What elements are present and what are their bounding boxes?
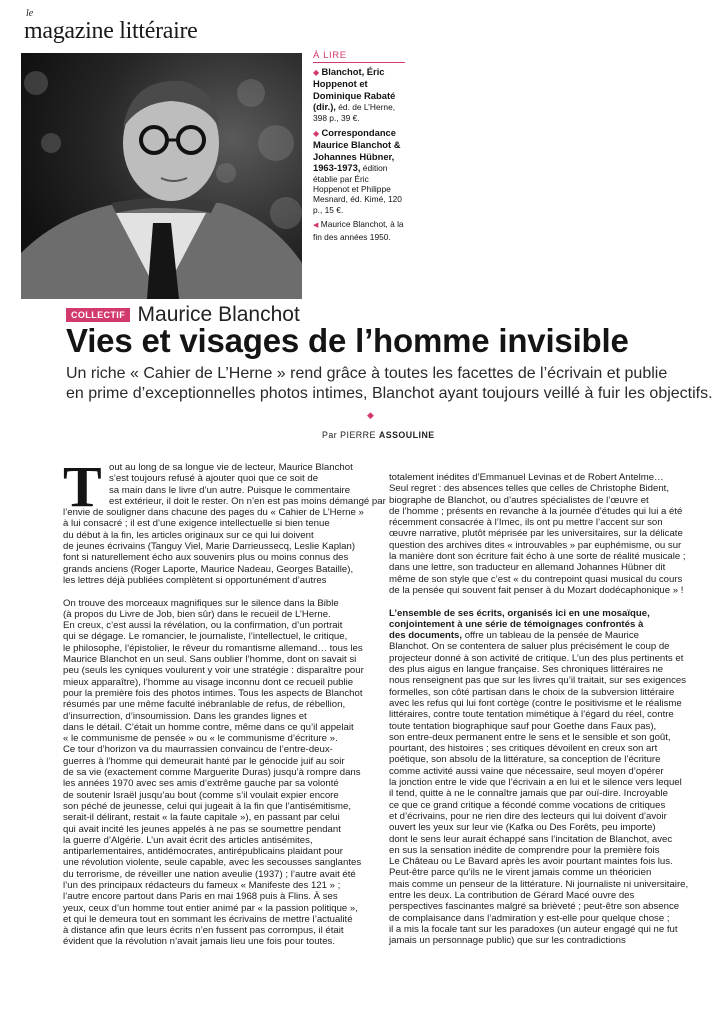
text-line: la guerre d’Algérie. L’un avait écrit des articles antisémites, (63, 834, 313, 846)
text-line: de jeunes écrivains (Tanguy Viel, Marie Darrieussecq, Leslie Kaplan) (63, 541, 356, 553)
text-line: poétique, son absolu de la littérature, sa conception de l’écriture (389, 754, 661, 766)
text-line: dans une lettre, son traducteur en allemand Johannes Hübner dit (389, 562, 666, 574)
text-line: totalement inédites d’Emmanuel Levinas et de Robert Antelme… (389, 472, 664, 483)
text-line: l’autre encore partout dans Paris en mai 1968 puis à Flins. À ses (63, 891, 338, 903)
drop-cap: T (63, 454, 102, 519)
book-entry (313, 127, 405, 215)
text-line: du début à la fin, les articles originaux sur ce qui lui doivent (63, 529, 314, 541)
text-line: serait-il délirant, restait « la faute capitale »), en passant par celui (63, 812, 340, 824)
text-line: la jonction entre le vide que l’écrivain a en lui et le silence vers lequel (389, 777, 682, 789)
text-line: dont le sens leur aurait échappé sans l’incitation de Blanchot, avec (389, 833, 673, 845)
text-line: mais comme un penseur de la littérature. Ni journaliste ni universitaire, (389, 878, 689, 890)
text-line: pourtant, des histoires ; ses critiques dévoilent en creux son art (389, 743, 658, 755)
text-line: qui se dégage. Le romancier, le journaliste, l’intellectuel, le critique, (63, 631, 348, 643)
masthead-title: magazine littéraire (24, 18, 198, 44)
text-line: peu (seuls les cyniques voulurent y voir une stratégie : disparaître pour (63, 665, 364, 677)
section-tag: COLLECTIF (66, 308, 130, 322)
text-line: pour la première fois des photos intimes. Tous les aspects de Blanchot (63, 687, 363, 699)
paragraph-gap (63, 586, 363, 597)
masthead-prefix: le (26, 8, 34, 19)
text-line: résumés par une même faculté inébranlable de refus, de rébellion, (63, 699, 346, 711)
text-line: sa main dans le livre d’un autre. Puisque le commentaire (109, 484, 351, 496)
text-line: récemment consacrée à l’Imec, ils ont pu mettre l’accent sur son (389, 517, 663, 529)
text-line: la manière dont son écriture fait écho à une sorte de réalité musicale ; (389, 551, 686, 563)
text-line: il tend, quitte à ne le connaître jamais que par ouï-dire. Incroyable (389, 788, 668, 800)
text-line: évident que la révolution n’avait jamais lieu une fois pour toutes. (63, 936, 335, 948)
text-line: biographe de Blanchot, ou d’autres spécialistes de l’œuvre et (389, 494, 649, 506)
article-subject: Maurice Blanchot (137, 303, 300, 326)
text-line: œuvre narrative, plutôt méprisée par les universitaires, sur la délicate (389, 528, 683, 540)
text-line: son péché de jeunesse, celui qui jugeait à la fin que l’antisémitisme, (63, 800, 351, 812)
text-line: Ce tour d’horizon va du maurrassien convaincu de l’entre-deux- (63, 744, 333, 756)
text-line: de complaisance dans l’admiration y est-elle pour quelque chose ; (389, 912, 670, 924)
book-title: Blanchot, Éric Hoppenot et Dominique Rabaté (dir.), (313, 66, 396, 113)
text-line: Peut-être parce qu’ils ne le virent jamais comme un théoricien (389, 867, 652, 879)
photo-caption-text: Maurice Blanchot, à la fin des années 1950. (313, 219, 404, 242)
text-line: les années 1970 avec ses amis d’extrême gauche par sa volonté (63, 778, 339, 790)
text-line: out au long de sa longue vie de lecteur, Maurice Blanchot (109, 462, 353, 473)
text-line: du terrorisme, de réveiller une nation aveulie (1937) ; l’autre avait été (63, 868, 356, 880)
text-line: comme activité aussi vaine que nécessaire, seul moyen d’opérer (389, 765, 664, 777)
text-line: antiparlementaires, antidémocrates, antirépublicains plaidant pour (63, 846, 343, 858)
text-line: guerres à l’homme qui demeurait hanté par le génocide juif au soir (63, 755, 345, 767)
text-line: s’est toujours refusé à ajouter quoi que ce soit de (109, 473, 319, 485)
text-line: ce que ce grand critique a fécondé comme vocations de critiques (389, 799, 666, 811)
byline-author: ASSOULINE (378, 430, 435, 440)
text-line: et d’écrivains, pour ne rien dire des lecteurs qui lui doivent d’avoir (389, 810, 667, 822)
diamond-icon: ◆ (313, 129, 320, 139)
text-line: perspectives fascinantes malgré sa brièveté ; peut-être son absence (389, 901, 680, 913)
book-title: Correspondance Maurice Blanchot & Johannes Hübner, 1963-1973, (313, 127, 401, 174)
sidebar-header: À LIRE (313, 50, 405, 63)
text-line: toute tentation biographique sauf pour Goethe dans Faux pas), (389, 720, 657, 732)
text-line: l’envie de souligner dans chacune des pages du « Cahier de L’Herne » (63, 507, 364, 519)
photo-caption (313, 219, 405, 242)
headline: Vies et visages de l’homme invisible (66, 322, 629, 359)
text-line: question des archives dites « introuvables » par euphémisme, ou sur (389, 539, 682, 551)
text-line: font si naturellement écho aux souvenirs plus ou moins connus des (63, 552, 349, 564)
text-line: à distance afin que leurs écrits n’en fussent pas corrompus, il était (63, 925, 344, 937)
text-line: il a mis la focale tant sur les paradoxes (un auteur engagé qui ne fut (389, 923, 678, 935)
text-line: formelles, son côté partisan dans le choix de la subversion littéraire (389, 686, 675, 698)
text-line: projecteur donné à son activité de critique. L’un des plus pertinents et (389, 652, 684, 664)
deck-line: en prime d’exceptionnelles photos intimes, Blanchot ayant toujours veillé à fuir les objectifs. (66, 385, 713, 402)
text-line: littéraires, contre toute tentation mimétique à l’égard du réel, contre (389, 709, 674, 721)
deck-line: Un riche « Cahier de L’Herne » rend grâce à toutes les facettes de l’écrivain et publie (66, 365, 668, 382)
text-line: en sus la sensation inédite de comprendre pour la première fois (389, 844, 660, 856)
text-line: yeux, ceux d’un homme tout entier animé par « la passion politique », (63, 902, 358, 914)
text-line: dans le détail. C’était un homme contre, même dans ce qu’il appelait (63, 721, 354, 733)
text-line: ouvert les yeux sur leur vie (Kafka ou Des Forêts, peu importe) (389, 822, 656, 834)
text-line: et qui le demeura tout en sommant les écrivains de mettre l’actualité (63, 913, 353, 925)
text-line: mieux apparaître), l’homme au visage inconnu dont ce recueil publie (63, 676, 354, 688)
text-line: est extérieur, il doit le rester. On n’en est pas moins démangé par (109, 495, 386, 507)
text-line: (à propos du Livre de Job, bien sûr) dans le recueil de L’Herne. (63, 608, 331, 620)
text-line: nous renseignent pas que sur les livres qu’il traitait, sur ses exigences (389, 675, 687, 687)
arrow-left-icon: ◀ (313, 222, 319, 230)
byline-prefix: Par PIERRE (322, 430, 379, 440)
lead-text: des documents, (389, 630, 463, 642)
lead-line (389, 630, 689, 641)
article-column-right (389, 472, 689, 946)
text-line: le philosophe, l’épistolier, le rêveur du romantisme allemand… tous les (63, 642, 363, 654)
text-line: Le Château ou Le Bavard après les avoir pourtant maintes fois lus. (389, 856, 673, 868)
text-line: les lettres déjà publiées complètent si opportunément d’autres (63, 574, 327, 586)
lead-text: L’ensemble de ses écrits, organisés ici en une mosaïque, (389, 607, 650, 619)
text-line: des plus aigus en langue française. Ses chroniques littéraires ne (389, 664, 664, 676)
text-line: une révolution violente, seule capable, avec les secousses sanglantes (63, 857, 362, 869)
lead-line (389, 619, 689, 630)
deck (66, 364, 713, 404)
book-details: édition établie par Éric Hoppenot et Philippe Mesnard, éd. Kimé, 120 p., 15 €. (313, 163, 402, 215)
text-line: Seul regret : des absences telles que celles de Christophe Bident, (389, 483, 669, 495)
reading-sidebar (313, 50, 405, 242)
lead-rest: offre un tableau de la pensée de Maurice (462, 630, 639, 642)
paragraph-gap (389, 596, 689, 607)
book-details: éd. de L’Herne, 398 p., 39 €. (313, 102, 396, 123)
text-line: Blanchot. On se contentera de saluer plus précisément le coup de (389, 641, 670, 653)
article-column-left (63, 454, 386, 948)
lead-text: conjointement à une série de témoignages confrontés à (389, 618, 644, 630)
text-line: l’un des principaux rédacteurs du fameux « Manifeste des 121 » ; (63, 879, 341, 891)
byline (322, 430, 435, 440)
text-line: entre les deux. La contribution de Gérard Macé ouvre des (389, 889, 635, 901)
text-line: Maurice Blanchot en un seul. Sans oublier l’homme, dont on savait si (63, 654, 357, 666)
portrait-image (21, 53, 302, 299)
text-line: « le communisme de pensée » ou « le communisme d’écriture ». (63, 733, 338, 745)
diamond-icon: ◆ (313, 68, 320, 77)
diamond-icon: ◆ (367, 410, 374, 420)
text-line: qui avait incité les jeunes appelés à ne pas se soumettre pendant (63, 823, 341, 835)
text-line: avec les refus qui lui font cortège (contre le positivisme et le réalisme (389, 697, 682, 709)
text-line: de sa vie (exactement comme Marguerite Duras) jusqu’à rompre dans (63, 767, 361, 779)
lead-line (389, 608, 689, 619)
text-line: grands anciens (Roger Laporte, Maurice Nadeau, Georges Bataille), (63, 563, 354, 575)
text-line: son entre-deux permanent entre le sens et le sensible et son goût, (389, 731, 671, 743)
text-line: à lui consacré ; il est d’une exigence intellectuelle si bien tenue (63, 518, 330, 530)
text-line: de la pensée qui souvent fait penser à du Mozart dodécaphonique » ! (389, 584, 684, 596)
text-line: même de son style que c’est « du contrepoint quasi musical du cours (389, 573, 683, 585)
author-photo (21, 53, 302, 299)
text-line: En creux, c’est aussi la révélation, ou la confirmation, d’un portrait (63, 620, 343, 632)
text-line: de soutenir Israël jusqu’au bout (comme s’il voulait expier encore (63, 789, 339, 801)
text-line: jamais un personnage public) que sur les contradictions (389, 935, 626, 947)
text-line: de l’homme ; présents en revanche à la journée d’études qui lui a été (389, 505, 683, 517)
text-line: d’insurrection, d’insoumission. Dans les grandes lignes et (63, 710, 307, 722)
book-entry (313, 66, 405, 123)
text-line: On trouve des morceaux magnifiques sur le silence dans la Bible (63, 597, 339, 609)
